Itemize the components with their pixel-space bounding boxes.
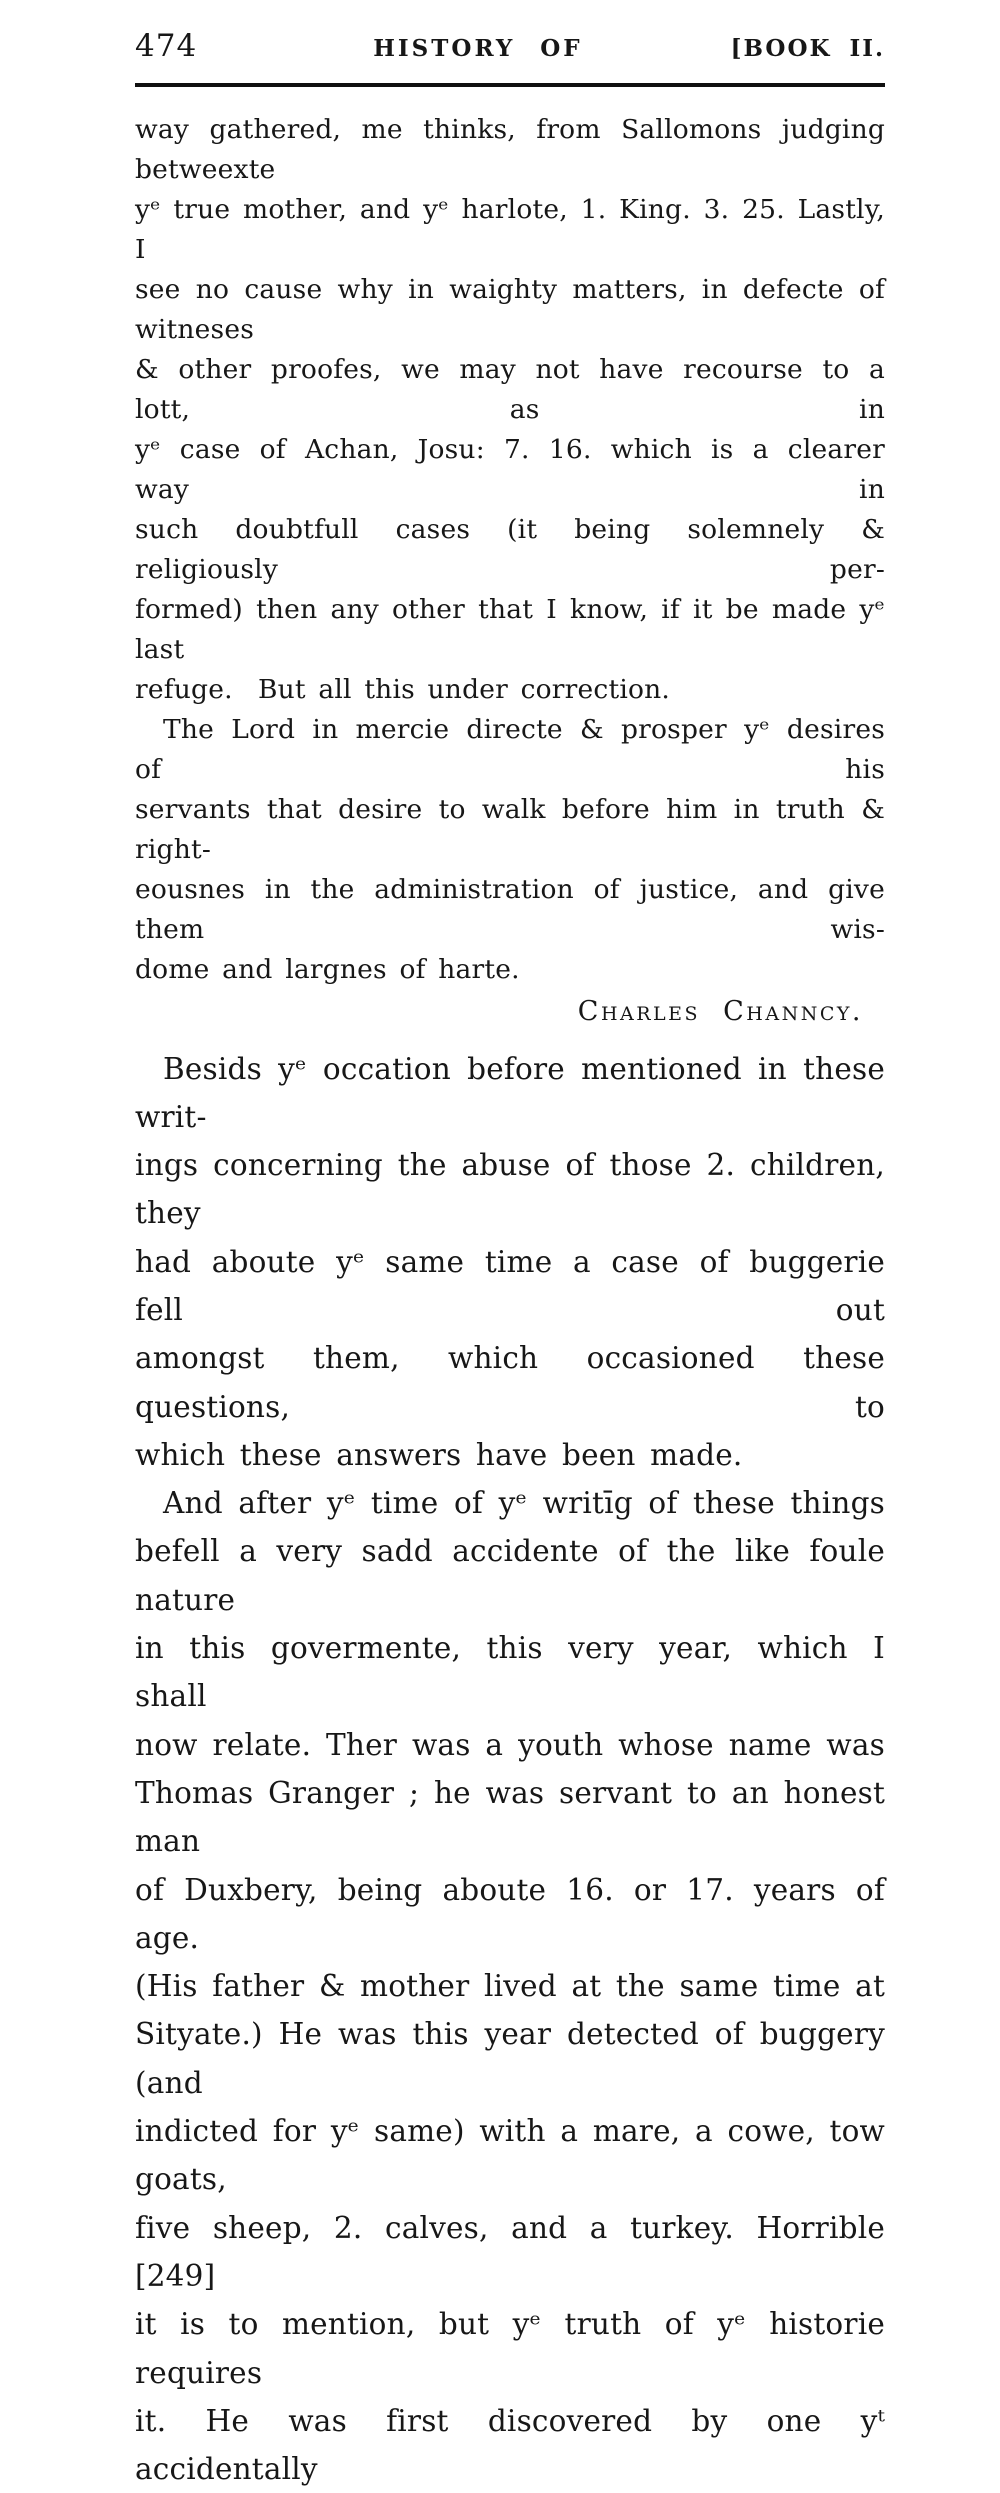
text-line: see no cause why in waighty matters, in defecte of witneses: [135, 270, 885, 350]
page-header: [135, 28, 885, 64]
text-line: & other proofes, we may not have recourse to a lott, as in: [135, 350, 885, 430]
header-rule: [135, 83, 885, 87]
text-line: indicted for yᵉ same) with a mare, a cowe, tow goats,: [135, 2107, 885, 2204]
text-line: in this govermente, this very year, which I shall: [135, 1624, 885, 1721]
text-line: amongst them, which occasioned these questions, to: [135, 1334, 885, 1431]
text-line: it. He was first discovered by one yᵗ accidentally: [135, 2397, 885, 2493]
text-line: Thomas Granger ; he was servant to an honest man: [135, 1769, 885, 1866]
text-line: refuge. But all this under correction.: [135, 670, 885, 710]
text-line: eousnes in the administration of justice, and give them wis-: [135, 870, 885, 950]
text-line: And after yᵉ time of yᵉ writīg of these things: [135, 1479, 885, 1527]
text-line: formed) then any other that I know, if it be made yᵉ last: [135, 590, 885, 670]
letter-block: [135, 110, 885, 990]
text-line: which these answers have been made.: [135, 1431, 885, 1479]
text-line: Sityate.) He was this year detected of buggery (and: [135, 2010, 885, 2107]
text-line: The Lord in mercie directe & prosper yᵉ desires of his: [135, 710, 885, 790]
text-line: five sheep, 2. calves, and a turkey. Horrible [249]: [135, 2204, 885, 2301]
text-line: way gathered, me thinks, from Sallomons judging betweexte: [135, 110, 885, 190]
text-line: ings concerning the abuse of those 2. children, they: [135, 1141, 885, 1238]
text-line: such doubtfull cases (it being solemnely & religiously per-: [135, 510, 885, 590]
text-line: had aboute yᵉ same time a case of buggerie fell out: [135, 1238, 885, 1335]
text-line: of Duxbery, being aboute 16. or 17. years of age.: [135, 1866, 885, 1963]
text-line: yᵉ case of Achan, Josu: 7. 16. which is a clearer way in: [135, 430, 885, 510]
text-line: (His father & mother lived at the same time at: [135, 1962, 885, 2010]
text-line: it is to mention, but yᵉ truth of yᵉ historie requires: [135, 2300, 885, 2397]
book-label: [BOOK II.: [731, 35, 885, 62]
narrative-block: [135, 1045, 885, 2493]
page-number: 474: [135, 28, 197, 64]
letter-signature: Charles Channcy.: [135, 992, 885, 1032]
text-line: yᵉ true mother, and yᵉ harlote, 1. King. 3. 25. Lastly, I: [135, 190, 885, 270]
text-line: servants that desire to walk before him in truth & right-: [135, 790, 885, 870]
text-line: befell a very sadd accidente of the like foule nature: [135, 1527, 885, 1624]
text-line: now relate. Ther was a youth whose name was: [135, 1721, 885, 1769]
text-line: Besids yᵉ occation before mentioned in these writ-: [135, 1045, 885, 1142]
text-line: dome and largnes of harte.: [135, 950, 885, 990]
running-title: HISTORY OF: [373, 35, 582, 62]
